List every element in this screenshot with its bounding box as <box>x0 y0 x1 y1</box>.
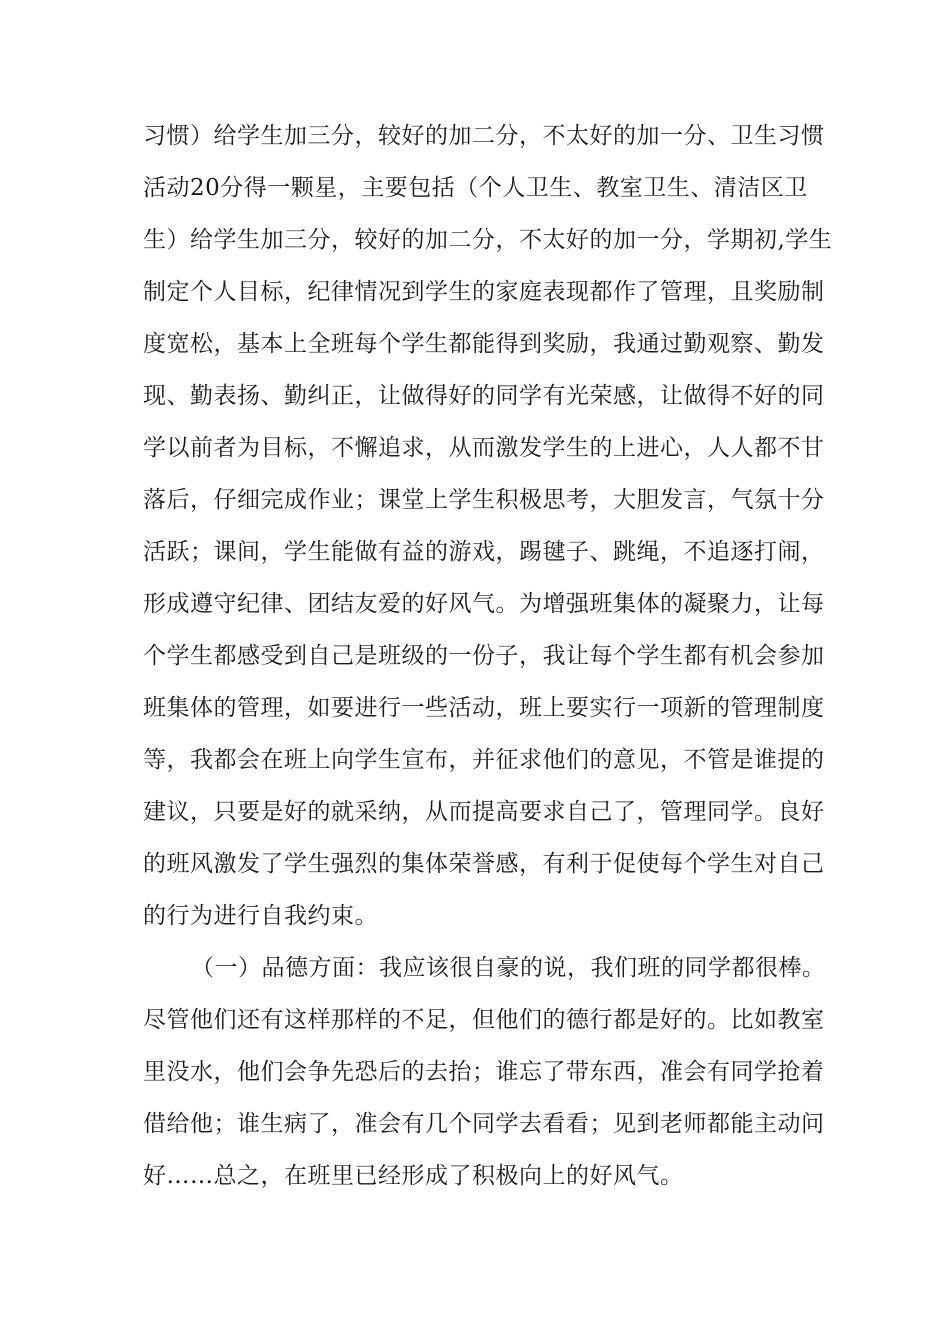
text-line: 活动20分得一颗星，主要包括（个人卫生、教室卫生、清洁区卫 <box>143 175 808 201</box>
text-line: 的行为进行自我约束。 <box>143 903 378 929</box>
text-line: 制定个人目标，纪律情况到学生的家庭表现都作了管理，且奖励制 <box>143 279 825 305</box>
text-line: 好……总之，在班里已经形成了积极向上的好风气。 <box>143 1163 684 1189</box>
text-line: 里没水，他们会争先恐后的去抬；谁忘了带东西，准会有同学抢着 <box>143 1059 825 1085</box>
text-line: 尽管他们还有这样那样的不足，但他们的德行都是好的。比如教室 <box>143 1007 825 1033</box>
text-line: 落后，仔细完成作业；课堂上学生积极思考，大胆发言，气氛十分 <box>143 487 825 513</box>
text-line: 度宽松，基本上全班每个学生都能得到奖励，我通过勤观察、勤发 <box>143 331 825 357</box>
text-line: 形成遵守纪律、团结友爱的好风气。为增强班集体的凝聚力，让每 <box>143 591 825 617</box>
text-line: 建议，只要是好的就采纳，从而提高要求自己了，管理同学。良好 <box>143 799 825 825</box>
text-line: 借给他；谁生病了，准会有几个同学去看看；见到老师都能主动问 <box>143 1111 825 1137</box>
text-line: 习惯）给学生加三分，较好的加二分，不太好的加一分、卫生习惯 <box>143 123 825 149</box>
text-line: 活跃；课间，学生能做有益的游戏，踢毽子、跳绳，不追逐打闹， <box>143 539 825 565</box>
text-line: 等，我都会在班上向学生宣布，并征求他们的意见，不管是谁提的 <box>143 747 825 773</box>
text-line: 班集体的管理，如要进行一些活动，班上要实行一项新的管理制度 <box>143 695 825 721</box>
text-line: 个学生都感受到自己是班级的一份子，我让每个学生都有机会参加 <box>143 643 825 669</box>
text-line: 生）给学生加三分，较好的加二分，不太好的加一分，学期初,学生 <box>143 227 833 253</box>
text-line: 学以前者为目标，不懈追求，从而激发学生的上进心，人人都不甘 <box>143 435 825 461</box>
paragraph-heading-line: （一）品德方面：我应该很自豪的说，我们班的同学都很棒。 <box>191 955 826 981</box>
text-line: 现、勤表扬、勤纠正，让做得好的同学有光荣感，让做得不好的同 <box>143 383 825 409</box>
text-line: 的班风激发了学生强烈的集体荣誉感，有利于促使每个学生对自己 <box>143 851 825 877</box>
